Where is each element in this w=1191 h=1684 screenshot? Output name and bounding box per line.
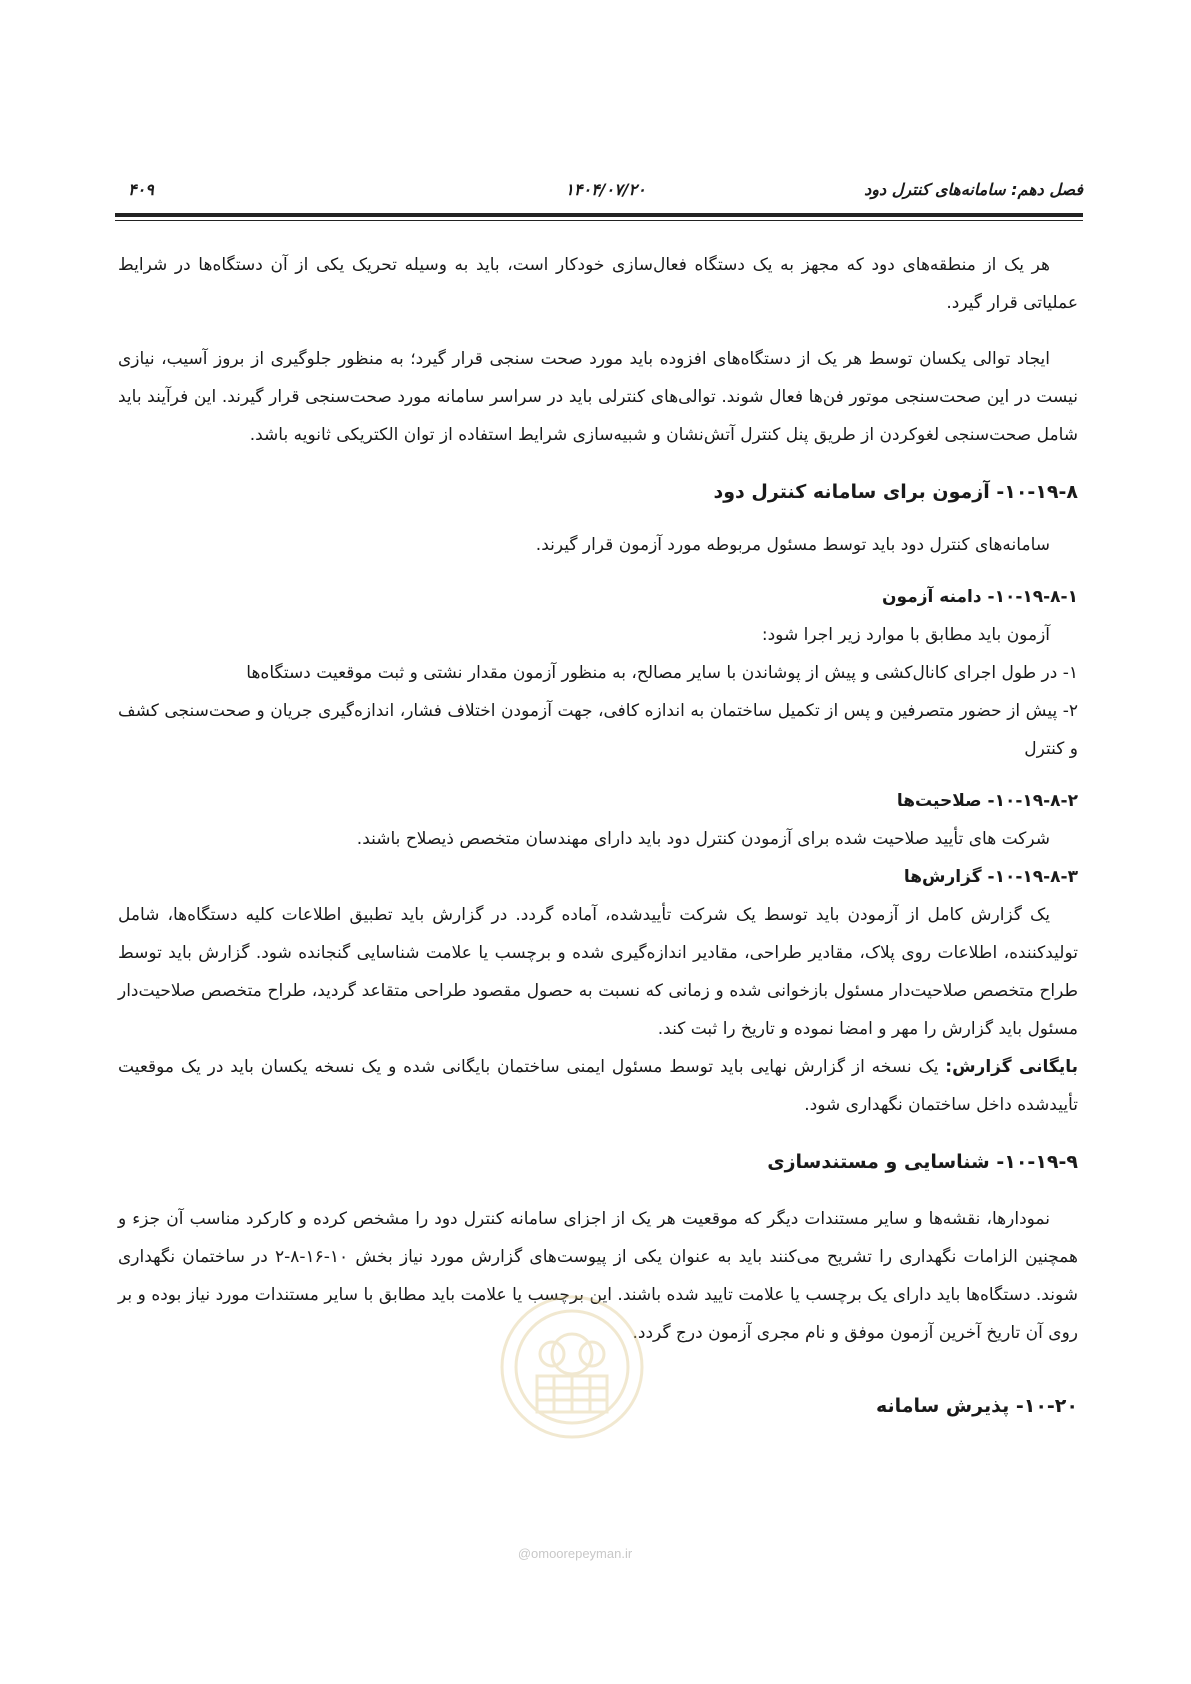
- paragraph-reports: یک گزارش کامل از آزمودن باید توسط یک شرکت تأییدشده، آماده گردد. در گزارش باید تطبیق اطلاعات کلیه دستگاه‌ها، شامل تولیدکننده، اطلاعات روی پلاک، مقادیر طراحی، مقادیر اندازه‌گیری شده و برچسب یا علامت شناسایی گنجانده شود. گزارش باید توسط طراح متخصص صلاحیت‌دار مسئول بازخوانی شده و زمانی که نسبت به حصول مقصود طراحی متقاعد گردید، طراح متخصص صلاحیت‌دار مسئول باید گزارش را مهر و امضا نموده و تاریخ را ثبت کند.: [118, 905, 1078, 1039]
- header-rule-thick: [115, 213, 1083, 217]
- paragraph-sequence-verification: ایجاد توالی یکسان توسط هر یک از دستگاه‌های افزوده باید مورد صحت سنجی قرار گیرد؛ به منظور جلوگیری از بروز آسیب، نیازی نیست در این صحت‌سنجی موتور فن‌ها فعال شوند. توالی‌های کنترلی باید در سراسر سامانه مورد صحت‌سنجی قرار گیرند. این فرآیند باید شامل صحت‌سنجی لغوکردن از طریق پنل کنترل آتش‌نشان و شبیه‌سازی شرایط استفاده از توان الکتریکی ثانویه باشد.: [118, 349, 1078, 445]
- page-number: ۴۰۹: [128, 180, 154, 199]
- paragraph-qualifications: شرکت های تأیید صلاحیت شده برای آزمودن کنترل دود باید دارای مهندسان متخصص ذیصلاح باشند.: [356, 829, 1050, 849]
- subsection-heading-scope: ۱۰-۱۹-۸-۱- دامنه آزمون: [882, 587, 1078, 607]
- paragraph-identification: نمودارها، نقشه‌ها و سایر مستندات دیگر که موقعیت هر یک از اجزای سامانه کنترل دود را مشخص کرده و کارکرد مناسب آن جزء و همچنین الزامات نگهداری را تشریح می‌کنند باید به عنوان یکی از پیوست‌های گزارش مورد نیاز بخش ۱۰-۱۶-۸-۲ در ساختمان نگهداری شوند. دستگاه‌ها باید دارای یک برچسب یا علامت تایید شده باشند. این برچسب یا علامت باید مطابق با سایر مستندات مورد نیاز بوده و بر روی آن تاریخ آخرین آزمون موفق و نام مجری آزمون درج گردد.: [118, 1209, 1078, 1343]
- section-heading-testing: ۱۰-۱۹-۸- آزمون برای سامانه کنترل دود: [713, 481, 1078, 503]
- watermark-url: @omoorepeyman.ir: [517, 1546, 633, 1561]
- paragraph-scope-intro: آزمون باید مطابق با موارد زیر اجرا شود:: [761, 625, 1050, 645]
- paragraph-activation: هر یک از منطقه‌های دود که مجهز به یک دستگاه فعال‌سازی خودکار است، باید به وسیله تحریک یکی از آن دستگاه‌ها در شرایط عملیاتی قرار گیرد.: [118, 255, 1078, 313]
- archive-label: بایگانی گزارش:: [945, 1057, 1078, 1077]
- section-heading-acceptance: ۱۰-۲۰- پذیرش سامانه: [875, 1395, 1078, 1417]
- header-rule-thin: [115, 220, 1083, 221]
- header-date: ۱۴۰۴/۰۷/۲۰: [565, 180, 646, 199]
- paragraph-report-archive: [118, 1048, 1078, 1124]
- watermark-seal-icon: [497, 1292, 647, 1442]
- section-heading-identification: ۱۰-۱۹-۹- شناسایی و مستندسازی: [767, 1151, 1078, 1173]
- chapter-title: فصل دهم: سامانه‌های کنترل دود: [864, 180, 1083, 199]
- list-item-ductwork: ۱- در طول اجرای کانال‌کشی و پیش از پوشاندن با سایر مصالح، به منظور آزمون مقدار نشتی و ثبت موقعیت دستگاه‌ها: [246, 663, 1078, 683]
- subsection-heading-qualifications: ۱۰-۱۹-۸-۲- صلاحیت‌ها: [896, 791, 1078, 811]
- archive-text: یک نسخه از گزارش نهایی باید توسط مسئول ایمنی ساختمان بایگانی شده و یک نسخه یکسان باید در یک موقعیت تأییدشده داخل ساختمان نگهداری شود.: [118, 1057, 1078, 1115]
- document-body: [118, 246, 1078, 1426]
- paragraph-testing-intro: سامانه‌های کنترل دود باید توسط مسئول مربوطه مورد آزمون قرار گیرند.: [535, 535, 1050, 555]
- subsection-heading-reports: ۱۰-۱۹-۸-۳- گزارش‌ها: [903, 867, 1078, 887]
- page-header: [128, 180, 1083, 210]
- list-item-occupancy: ۲- پیش از حضور متصرفین و پس از تکمیل ساختمان به اندازه کافی، جهت آزمودن اختلاف فشار، اندازه‌گیری جریان و صحت‌سنجی کشف و کنترل: [118, 701, 1078, 759]
